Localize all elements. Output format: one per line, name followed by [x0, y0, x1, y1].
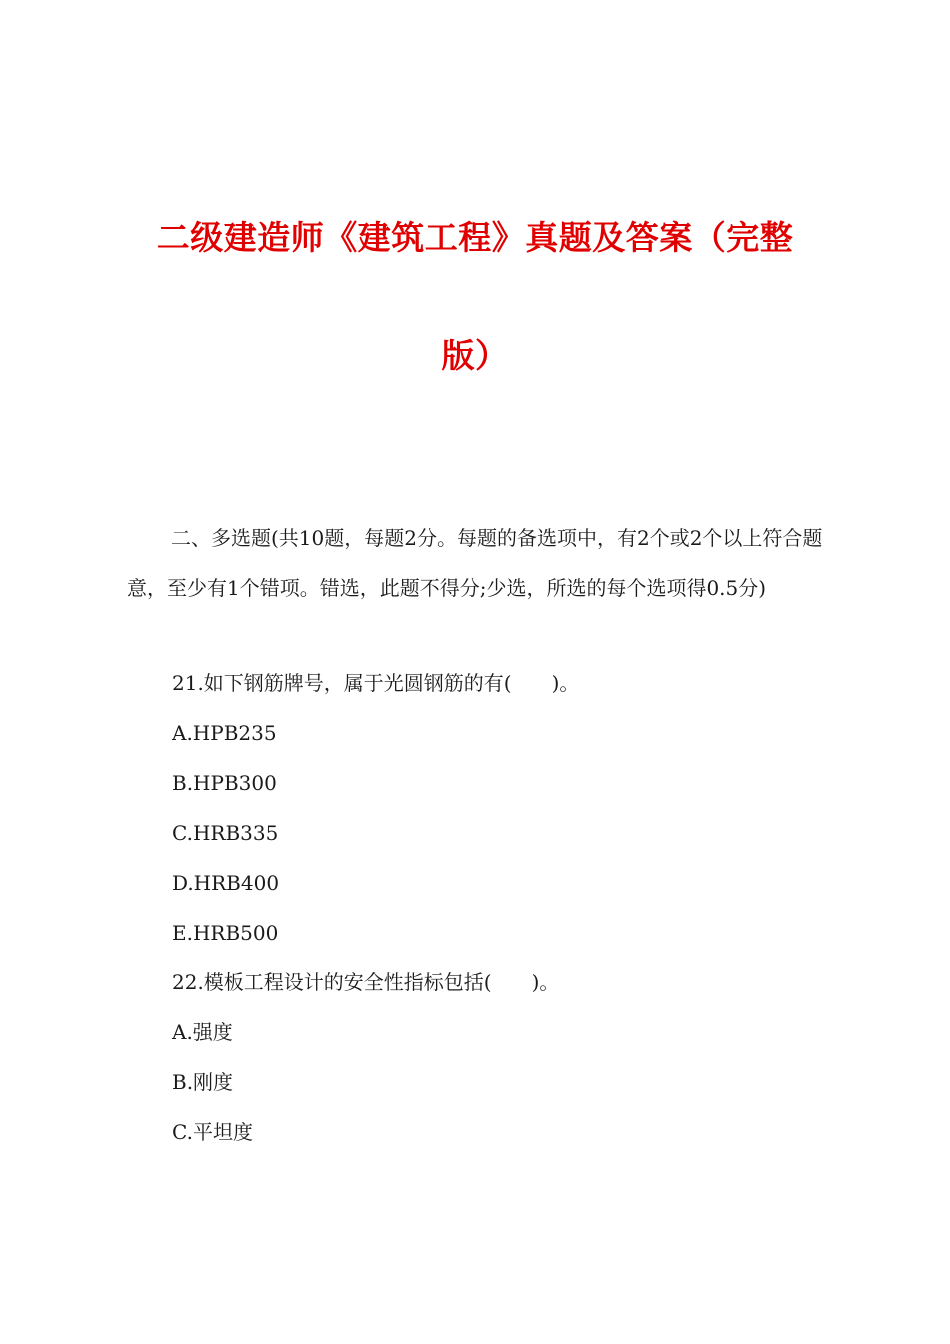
question-21-option-b: B.HPB300 [172, 771, 277, 795]
section-intro: 二、多选题(共10题，每题2分。每题的备选项中，有2个或2个以上符合题意，至少有1个错项。错选，此题不得分;少选，所选的每个选项得0.5分) [127, 526, 823, 600]
question-21-option-c: C.HRB335 [172, 821, 279, 845]
question-22-stem: 22.模板工程设计的安全性指标包括( )。 [172, 970, 560, 994]
question-21-option-a: A.HPB235 [172, 721, 277, 745]
question-22-option-c: C.平坦度 [172, 1120, 253, 1144]
document-title-line-2: 版） [441, 336, 509, 375]
question-21-option-e: E.HRB500 [172, 921, 279, 945]
document-title-line-1: 二级建造师《建筑工程》真题及答案（完整 [156, 218, 794, 257]
question-21-stem: 21.如下钢筋牌号，属于光圆钢筋的有( )。 [172, 671, 580, 695]
question-21-option-d: D.HRB400 [172, 871, 280, 895]
question-22-option-b: B.刚度 [172, 1070, 234, 1094]
question-22-option-a: A.强度 [172, 1020, 233, 1044]
